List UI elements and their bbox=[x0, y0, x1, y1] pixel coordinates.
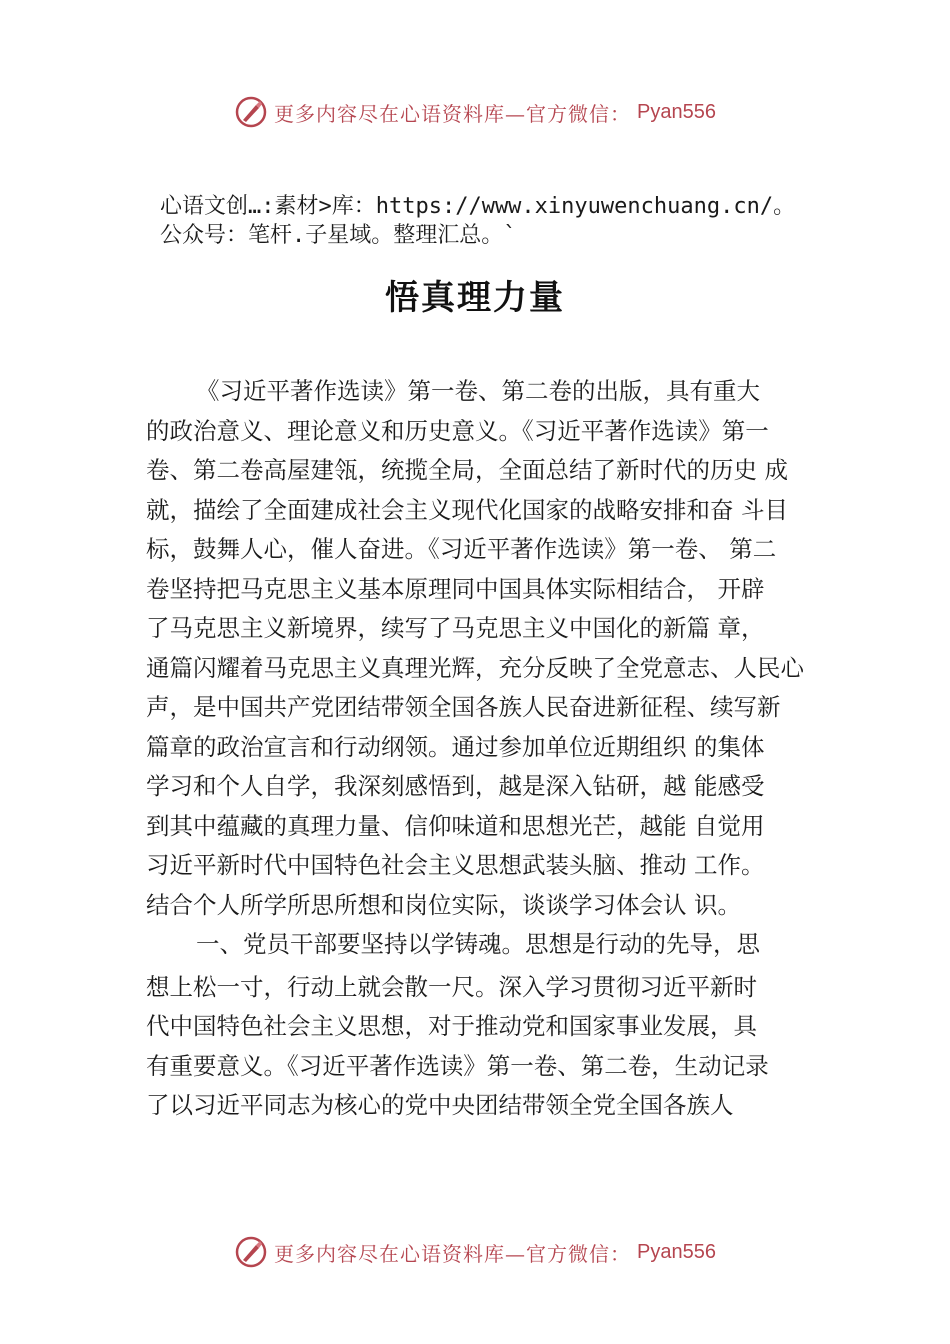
source-note-line-2: 公众号：笔杆.子星域。整理汇总。` bbox=[160, 223, 517, 248]
body-line: 想上松一寸，行动上就会散一尺。深入学习贯彻习近平新时 bbox=[146, 972, 757, 1001]
source-note-line-1: 心语文创…:素材>库：https://www.xinyuwenchuang.cn/。 bbox=[160, 194, 796, 219]
body-line: 了马克思主义新境界，续写了马克思主义中国化的新篇 章， bbox=[146, 614, 765, 642]
footer-watermark-banner bbox=[0, 1232, 950, 1272]
banner-text: 更多内容尽在心语资料库—官方微信： bbox=[274, 101, 632, 126]
wechat-id: Pyan556 bbox=[637, 100, 716, 123]
body-line: 通篇闪耀着马克思主义真理光辉，充分反映了全党意志、人民心 bbox=[146, 653, 804, 682]
body-line: 卷、第二卷高屋建瓴，统揽全局，全面总结了新时代的历史 成 bbox=[146, 456, 788, 484]
body-line: 的政治意义、理论意义和历史意义。《习近平著作选读》第一 bbox=[146, 416, 769, 445]
body-line: 结合个人所学所思所想和岗位实际，谈谈学习体会认 识。 bbox=[146, 890, 741, 919]
body-line: 声，是中国共产党团结带领全国各族人民奋进新征程、续写新 bbox=[146, 693, 781, 721]
body-line: 到其中蕴藏的真理力量、信仰味道和思想光芒，越能 自觉用 bbox=[146, 811, 765, 840]
body-line: 篇章的政治宣言和行动纲领。通过参加单位近期组织 的集体 bbox=[146, 732, 765, 761]
body-line: 了以习近平同志为核心的党中央团结带领全党全国各族人 bbox=[146, 1091, 734, 1119]
document-body bbox=[146, 372, 846, 1126]
body-line: 一、党员干部要坚持以学铸魂。思想是行动的先导，思 bbox=[196, 930, 760, 958]
body-line: 标，鼓舞人心，催人奋进。《习近平著作选读》第一卷、 第二 bbox=[146, 535, 777, 563]
body-line: 就，描绘了全面建成社会主义现代化国家的战略安排和奋 斗目 bbox=[146, 495, 788, 524]
wechat-id: Pyan556 bbox=[637, 1240, 716, 1263]
banner-text: 更多内容尽在心语资料库—官方微信： bbox=[274, 1241, 632, 1266]
source-note bbox=[160, 192, 860, 250]
body-line: 学习和个人自学，我深刻感悟到，越是深入钻研，越 能感受 bbox=[146, 772, 765, 800]
body-line: 有重要意义。《习近平著作选读》第一卷、第二卷，生动记录 bbox=[146, 1051, 769, 1080]
body-line: 代中国特色社会主义思想，对于推动党和国家事业发展，具 bbox=[146, 1012, 757, 1040]
document-title: 悟真理力量 bbox=[385, 278, 565, 318]
pen-logo-icon bbox=[234, 95, 268, 129]
body-line: 习近平新时代中国特色社会主义思想武装头脑、推动 工作。 bbox=[146, 851, 765, 879]
pen-logo-icon bbox=[234, 1235, 268, 1269]
body-line: 《习近平著作选读》第一卷、第二卷的出版，具有重大 bbox=[196, 377, 760, 405]
header-watermark-banner bbox=[0, 92, 950, 132]
body-line: 卷坚持把马克思主义基本原理同中国具体实际相结合， 开辟 bbox=[146, 574, 765, 603]
